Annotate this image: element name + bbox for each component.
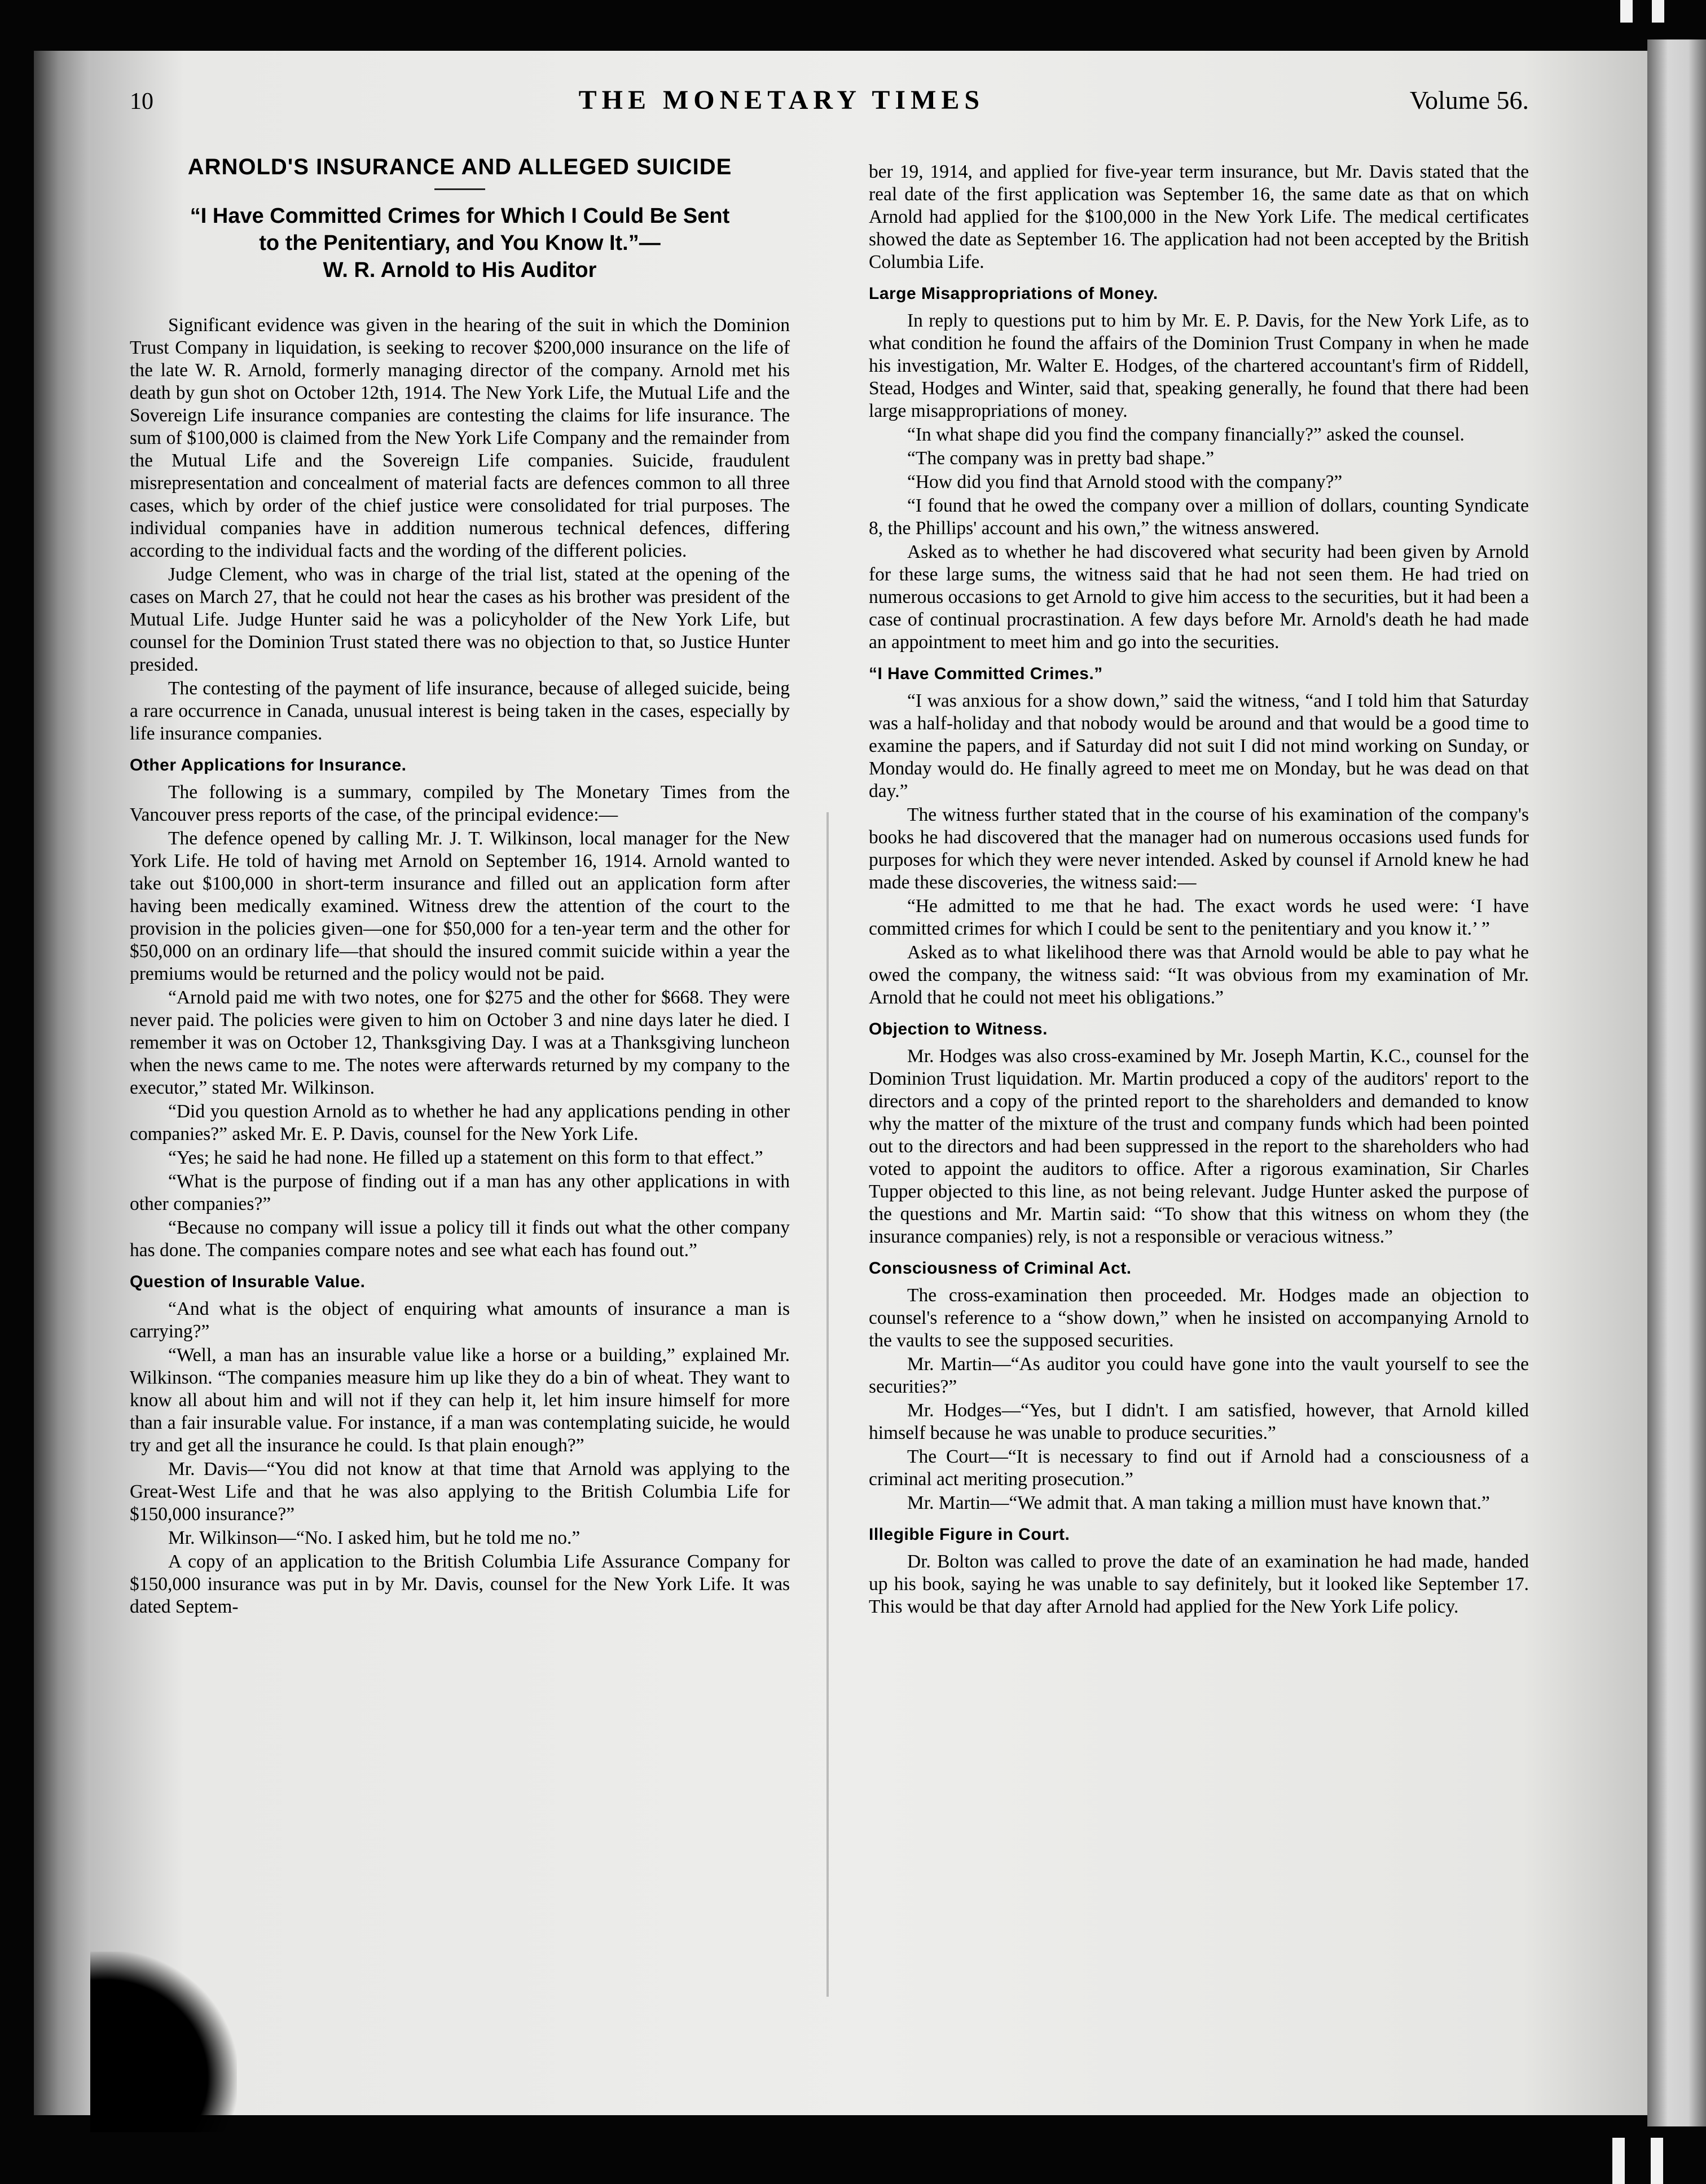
section-subhead: Question of Insurable Value. — [130, 1272, 366, 1291]
body-paragraph: The contesting of the payment of life insurance, because of alleged suicide, being a rare occurrence in Canada, unusual interest is being taken in the cases, especially by life insurance companies. — [130, 678, 790, 744]
right-column-body — [869, 161, 1529, 1618]
body-paragraph: “Well, a man has an insurable value like a horse or a building,” explained Mr. Wilkinson. “The companies measure him up like they do a bin of wheat. They want to know all about him and will not if they can help it, let him insure himself for more than a fair insurable value. For instance, if a man was contemplating suicide, he would try and get all the insurance he could. Is that plain enough?” — [130, 1345, 790, 1456]
body-paragraph: “Because no company will issue a policy till it finds out what the other company has done. The companies compare notes and see what each has found out.” — [130, 1217, 790, 1261]
body-paragraph: “I found that he owed the company over a million of dollars, counting Syndicate 8, the Phillips' account and his own,” the witness answered. — [869, 495, 1529, 539]
scan-marker-bottom-1 — [1612, 2138, 1625, 2184]
deck-line: to the Penitentiary, and You Know It.”— — [259, 231, 661, 255]
body-paragraph: The following is a summary, compiled by The Monetary Times from the Vancouver press reports of the case, of the principal evidence:— — [130, 782, 790, 825]
left-column — [130, 151, 790, 1619]
body-paragraph: “Did you question Arnold as to whether he had any applications pending in other companies?” asked Mr. E. P. Davis, counsel for the New York Life. — [130, 1101, 790, 1144]
section-subhead: Objection to Witness. — [869, 1020, 1048, 1038]
body-paragraph: A copy of an application to the British Columbia Life Assurance Company for $150,000 insurance was put in by Mr. Davis, counsel for the New York Life. It was dated Septem- — [130, 1551, 790, 1617]
body-paragraph: “What is the purpose of finding out if a man has any other applications in with other companies?” — [130, 1171, 790, 1214]
body-paragraph: Mr. Davis—“You did not know at that time that Arnold was applying to the Great-West Life and that he was also applying to the British Columbia Life for $150,000 insurance?” — [130, 1459, 790, 1525]
body-paragraph: “In what shape did you find the company financially?” asked the counsel. — [907, 424, 1465, 445]
body-paragraph: Mr. Wilkinson—“No. I asked him, but he told me no.” — [168, 1527, 581, 1548]
left-page-edge — [34, 51, 96, 2115]
volume-label: Volume 56. — [1409, 86, 1529, 115]
body-paragraph: In reply to questions put to him by Mr. E. P. Davis, for the New York Life, as to what condition he found the affairs of the Dominion Trust Company in when he made his investigation, Mr. Walter E. Hodges, of the chartered accountant's firm of Riddell, Stead, Hodges and Winter, said that, speaking generally, he found that there had been large misappropriations of money. — [869, 310, 1529, 421]
body-paragraph: Judge Clement, who was in charge of the trial list, stated at the opening of the cases on March 27, that he could not hear the cases as his brother was president of the Mutual Life. Judge Hunter said he was a policyholder of the New York Life, but counsel for the Dominion Trust stated there was no objection to that, so Justice Hunter presided. — [130, 564, 790, 675]
body-paragraph: Dr. Bolton was called to prove the date of an examination he had made, handed up his book, saying he was unable to say definitely, but it looked like September 17. This would be that day after Arnold had applied for the New York Life policy. — [869, 1551, 1529, 1617]
deck-line: W. R. Arnold to His Auditor — [323, 258, 597, 282]
body-paragraph: Asked as to whether he had discovered what security had been given by Arnold for these large sums, the witness said that he had not seen them. He had tried on numerous occasions to get Arnold to give him access to the securities, but it had been a case of continual procrastination. A few days before Mr. Arnold's death he had made an appointment to meet him and go into the securities. — [869, 541, 1529, 653]
section-subhead: Other Applications for Insurance. — [130, 756, 407, 774]
body-paragraph: “Arnold paid me with two notes, one for $275 and the other for $668. They were never paid. The policies were given to him on October 3 and nine days later he died. I remember it was on October 12, Thanksgiving Day. I was at a Thanksgiving luncheon when the news came to me. The notes were afterwards returned by my company to the executor,” stated Mr. Wilkinson. — [130, 987, 790, 1098]
scan-marker-top-2 — [1652, 0, 1664, 23]
body-paragraph: “The company was in pretty bad shape.” — [907, 448, 1215, 469]
body-paragraph: The Court—“It is necessary to find out if Arnold had a consciousness of a criminal act meriting prosecution.” — [869, 1446, 1529, 1490]
deck-line: “I Have Committed Crimes for Which I Could Be Sent — [190, 204, 730, 228]
left-column-body — [130, 314, 790, 1618]
section-subhead: Illegible Figure in Court. — [869, 1525, 1070, 1544]
running-header — [130, 85, 1529, 130]
body-paragraph: “He admitted to me that he had. The exact words he used were: ‘I have committed crimes for which I could be sent to the penitentiary and you know it.’ ” — [869, 896, 1529, 939]
body-paragraph: Mr. Hodges was also cross-examined by Mr. Joseph Martin, K.C., counsel for the Dominion Trust liquidation. Mr. Martin produced a copy of the auditors' report to the directors and a copy of the printed report to the shareholders and demanded to know why the matter of the mixture of the trust and company funds which had been pointed out to the directors and had been suppressed in the report to the shareholders who had voted to appoint the auditors to office. After a rigorous examination, Sir Charles Tupper objected to this line, as not being relevant. Judge Hunter asked the purpose of the questions and Mr. Martin said: “To show that this witness on whom they (the insurance companies) rely, is not a responsible or veracious witness.” — [869, 1046, 1529, 1247]
right-column — [869, 161, 1529, 1619]
journal-title: THE MONETARY TIMES — [578, 85, 985, 115]
section-subhead: “I Have Committed Crimes.” — [869, 664, 1103, 683]
article-headline: ARNOLD'S INSURANCE AND ALLEGED SUICIDE — [187, 155, 732, 179]
section-subhead: Consciousness of Criminal Act. — [869, 1259, 1132, 1278]
scanner-thumb-shadow — [90, 1952, 237, 2132]
section-subhead: Large Misappropriations of Money. — [869, 284, 1158, 303]
headline-rule — [434, 188, 485, 190]
body-paragraph: The defence opened by calling Mr. J. T. Wilkinson, local manager for the New York Life. He told of having met Arnold on September 16, 1914. Arnold wanted to take out $100,000 in short-term insurance and filled out an application form after having been medically examined. Witness drew the attention of the court to the provision in the policies given—one for $50,000 for a ten-year term and the other for $50,000 on an ordinary life—that should the insured commit suicide within a year the premiums would be returned and the policy would not be paid. — [130, 828, 790, 984]
scan-marker-top-1 — [1620, 0, 1633, 23]
body-paragraph: “I was anxious for a show down,” said the witness, “and I told him that Saturday was a half-holiday and that nobody would be around and that would be a good time to examine the papers, and if Saturday did not suit I did not mind working on Sunday, or Monday would do. He finally agreed to meet me on Monday, but he was dead on that day.” — [869, 690, 1529, 802]
body-paragraph: Asked as to what likelihood there was that Arnold would be able to pay what he owed the company, the witness said: “It was obvious from my examination of Mr. Arnold that he could not meet his obligations.” — [869, 942, 1529, 1008]
body-paragraph: Mr. Martin—“As auditor you could have gone into the vault yourself to see the securities?” — [869, 1354, 1529, 1397]
page-number: 10 — [130, 89, 153, 115]
body-paragraph: Mr. Hodges—“Yes, but I didn't. I am satisfied, however, that Arnold killed himself because he was unable to produce securities.” — [869, 1400, 1529, 1443]
body-paragraph: Significant evidence was given in the hearing of the suit in which the Dominion Trust Company in liquidation, is seeking to recover $200,000 insurance on the life of the late W. R. Arnold, formerly managing director of the company. Arnold met his death by gun shot on October 12th, 1914. The New York Life, the Mutual Life and the Sovereign Life insurance companies are contesting the claims for life insurance. The sum of $100,000 is claimed from the New York Life Company and the remainder from the Mutual Life and the Sovereign Life companies. Suicide, fraudulent misrepresentation and concealment of material facts are defences common to all three cases, which by order of the chief justice were consolidated for trial purposes. The individual companies have in addition numerous technical defences, differing according to the individual facts and the wording of the different policies. — [130, 315, 790, 561]
article-deck — [147, 202, 773, 284]
body-paragraph: “Yes; he said he had none. He filled up a statement on this form to that effect.” — [168, 1147, 763, 1168]
body-paragraph: The witness further stated that in the course of his examination of the company's books he had discovered that the manager had on numerous occasions used funds for purposes for which they were never intended. Asked by counsel if Arnold knew he had made these discoveries, the witness said:— — [869, 804, 1529, 893]
page-crease — [826, 812, 829, 1997]
body-paragraph: ber 19, 1914, and applied for five-year term insurance, but Mr. Davis stated that the real date of the first application was September 16, the same date as that on which Arnold had applied for the $100,000 in the New York Life. The medical certificates showed the date as September 16. The application had not been accepted by the British Columbia Life. — [869, 161, 1529, 272]
body-paragraph: Mr. Martin—“We admit that. A man taking a million must have known that.” — [907, 1492, 1490, 1513]
body-paragraph: The cross-examination then proceeded. Mr. Hodges made an objection to counsel's reference to a “show down,” when he insisted on accompanying Arnold to the vaults to see the supposed securities. — [869, 1285, 1529, 1351]
right-page-edge — [1647, 39, 1706, 2126]
body-paragraph: “And what is the object of enquiring what amounts of insurance a man is carrying?” — [130, 1298, 790, 1342]
scan-marker-bottom-2 — [1651, 2138, 1663, 2184]
body-paragraph: “How did you find that Arnold stood with the company?” — [907, 472, 1343, 492]
